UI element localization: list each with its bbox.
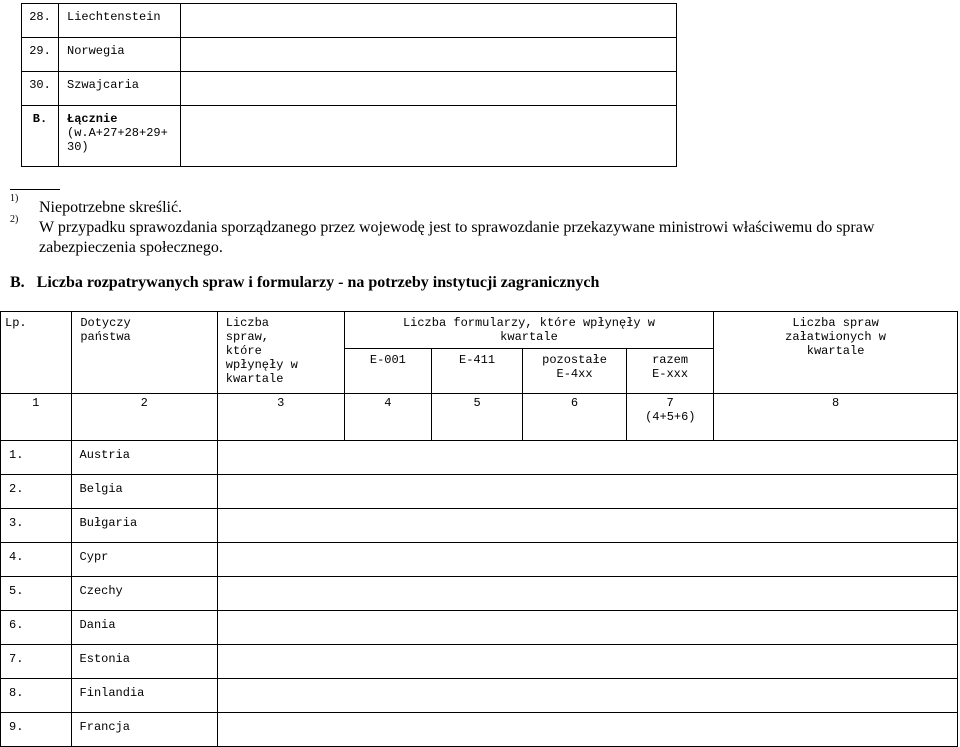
- column-number: 2: [71, 394, 217, 441]
- header-e411: E-411: [432, 349, 523, 394]
- header-row: [1, 312, 958, 349]
- column-number: 1: [1, 394, 72, 441]
- row-values: [217, 679, 957, 713]
- row-values: [217, 713, 957, 747]
- header-cases-received-text: Liczba spraw, które wpłynęły w kwartale: [225, 316, 298, 386]
- column-number: 3: [217, 394, 344, 441]
- table-row: [1, 441, 958, 475]
- row-values: [217, 441, 957, 475]
- table-row: [1, 679, 958, 713]
- country-name: Francja: [71, 713, 217, 747]
- row-number: 30.: [22, 72, 59, 106]
- column-number: 5: [432, 394, 523, 441]
- value-cell: [181, 72, 677, 106]
- row-number: 6.: [1, 611, 72, 645]
- value-cell: [181, 4, 677, 38]
- row-values: [217, 509, 957, 543]
- footnote-separator: [10, 189, 60, 190]
- value-cell: [181, 38, 677, 72]
- country-name: Estonia: [71, 645, 217, 679]
- country-name: Cypr: [71, 543, 217, 577]
- row-values: [217, 645, 957, 679]
- section-title: [10, 274, 599, 292]
- header-cases-resolved: [714, 312, 958, 394]
- table-row: [1, 475, 958, 509]
- header-country: [71, 312, 217, 394]
- total-label-formula: (w.A+27+28+29+30): [67, 126, 168, 154]
- country-name: Dania: [71, 611, 217, 645]
- header-forms-received-text: Liczba formularzy, które wpłynęły w kwartale: [402, 316, 655, 344]
- row-number: 5.: [1, 577, 72, 611]
- header-country-text: Dotyczy państwa: [80, 316, 131, 344]
- header-cases-received: [217, 312, 344, 394]
- section-letter: B.: [10, 274, 25, 291]
- countries-continuation-table: [21, 3, 677, 167]
- total-row: [22, 106, 677, 167]
- table-row: [1, 645, 958, 679]
- footnote-mark-2: 2): [10, 214, 19, 225]
- row-number: 8.: [1, 679, 72, 713]
- header-forms-received: [344, 312, 713, 349]
- row-number: 7.: [1, 645, 72, 679]
- row-number: 28.: [22, 4, 59, 38]
- column-number-text: 7 (4+5+6): [645, 396, 696, 424]
- country-name: Norwegia: [59, 38, 181, 72]
- table-row: [1, 577, 958, 611]
- total-label: [59, 106, 181, 167]
- row-values: [217, 577, 957, 611]
- footnote-mark-1: 1): [10, 193, 19, 204]
- header-lp: Lp.: [1, 312, 72, 394]
- table-row: [1, 713, 958, 747]
- header-e001: E-001: [344, 349, 431, 394]
- table-row: [22, 72, 677, 106]
- header-total: [626, 349, 713, 394]
- value-cell: [181, 106, 677, 167]
- table-row: [1, 611, 958, 645]
- row-number: 29.: [22, 38, 59, 72]
- table-row: [1, 543, 958, 577]
- row-number: 2.: [1, 475, 72, 509]
- row-number: 4.: [1, 543, 72, 577]
- table-row: [1, 509, 958, 543]
- section-title-text: Liczba rozpatrywanych spraw i formularzy - na potrzeby instytucji zagranicznych: [36, 274, 600, 291]
- row-number: 3.: [1, 509, 72, 543]
- country-name: Austria: [71, 441, 217, 475]
- column-numbers-row: [1, 394, 958, 441]
- column-number: 8: [714, 394, 958, 441]
- row-values: [217, 611, 957, 645]
- column-number: [626, 394, 713, 441]
- header-total-text: razem E-xxx: [652, 353, 689, 381]
- country-name: Szwajcaria: [59, 72, 181, 106]
- country-name: Belgia: [71, 475, 217, 509]
- country-name: Liechtenstein: [59, 4, 181, 38]
- header-cases-resolved-text: Liczba spraw załatwionych w kwartale: [785, 316, 886, 358]
- row-number: 9.: [1, 713, 72, 747]
- row-values: [217, 475, 957, 509]
- footnote-text-2a: W przypadku sprawozdania sporządzanego przez wojewodę jest to sprawozdanie przekazywane ministrowi właściwemu do spraw: [39, 219, 875, 236]
- table-row: [22, 38, 677, 72]
- footnote-text-2b: zabezpieczenia społecznego.: [39, 239, 223, 256]
- header-other: [523, 349, 627, 394]
- column-number: 4: [344, 394, 431, 441]
- footnote-text-1: Niepotrzebne skreślić.: [39, 199, 183, 216]
- country-name: Finlandia: [71, 679, 217, 713]
- table-row: [22, 4, 677, 38]
- row-values: [217, 543, 957, 577]
- header-other-text: pozostałe E-4xx: [542, 353, 607, 381]
- total-number: B.: [22, 106, 59, 167]
- total-label-bold: Łącznie: [67, 112, 118, 126]
- row-number: 1.: [1, 441, 72, 475]
- cases-table: [0, 311, 958, 747]
- column-number: 6: [523, 394, 627, 441]
- country-name: Czechy: [71, 577, 217, 611]
- country-name: Bułgaria: [71, 509, 217, 543]
